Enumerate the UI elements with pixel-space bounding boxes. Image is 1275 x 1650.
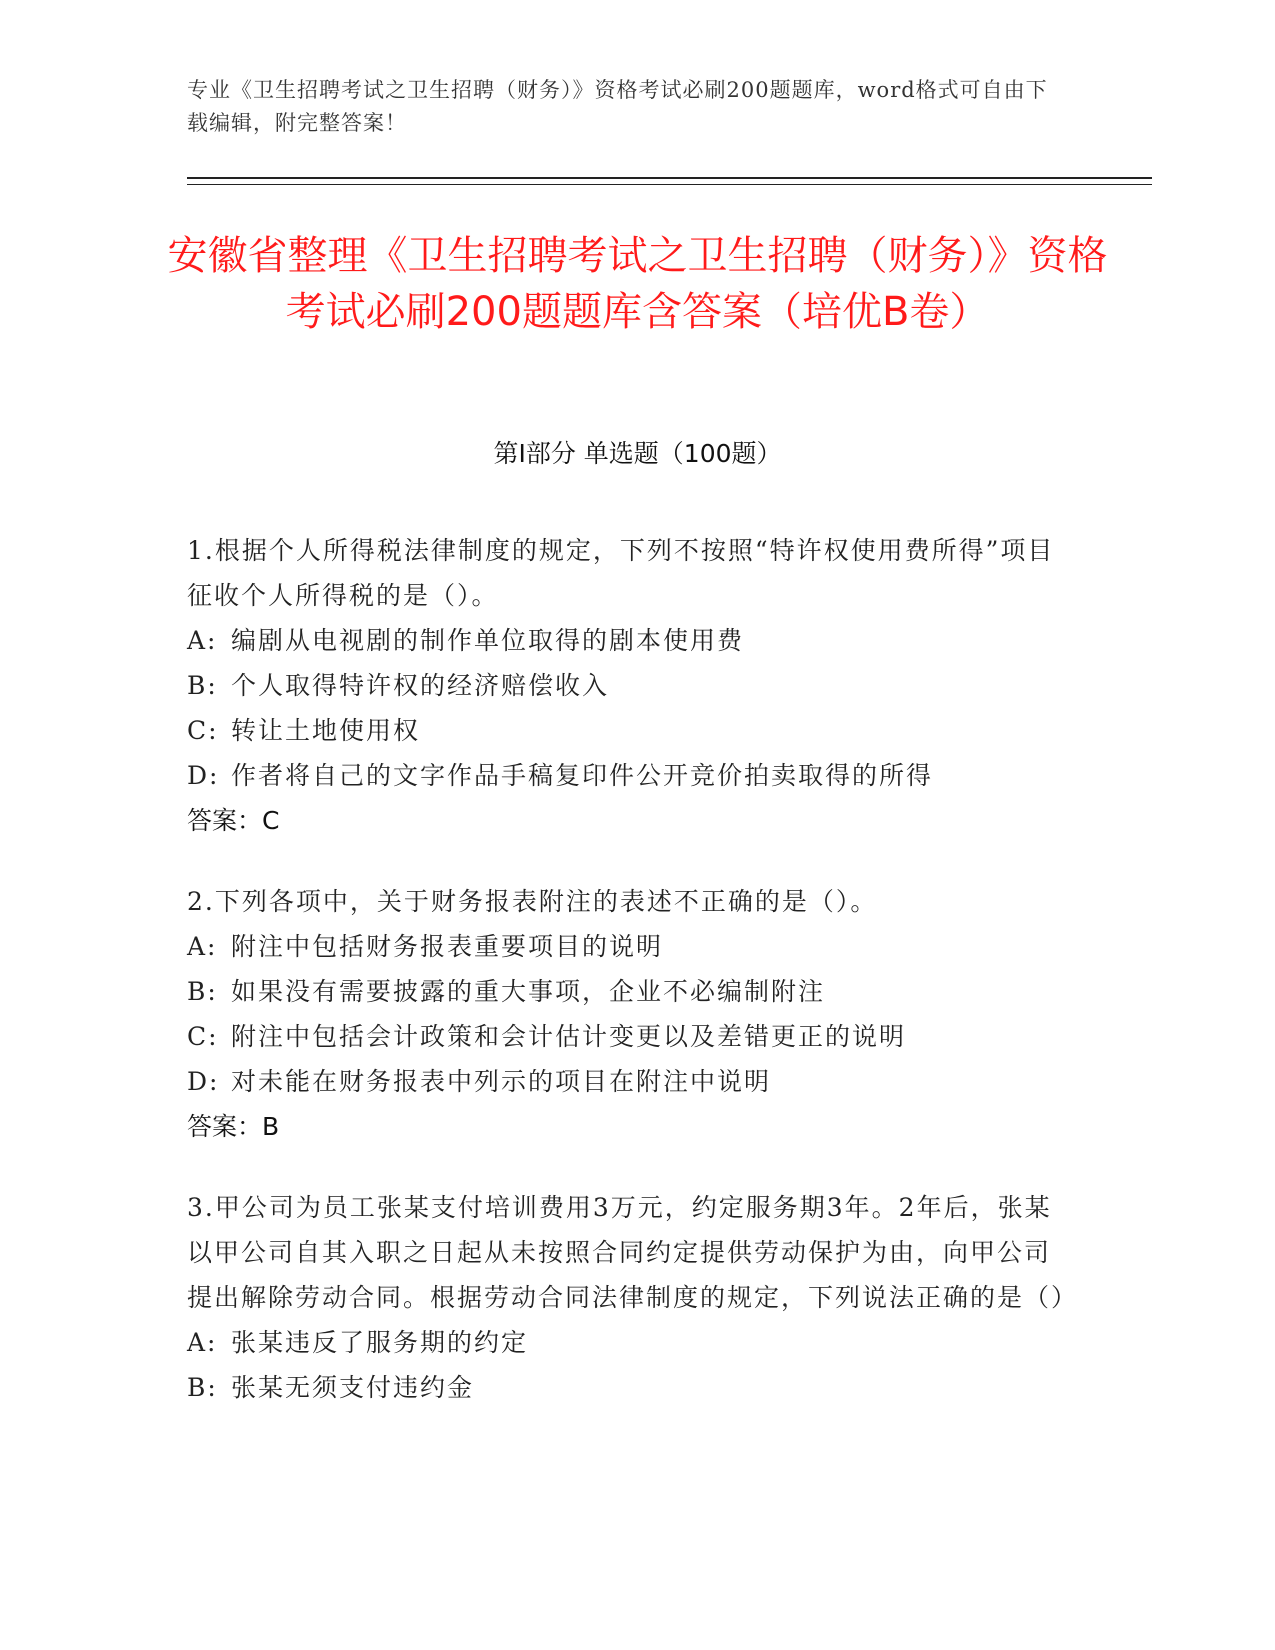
option-key: C: [187, 1022, 219, 1051]
question-stem: 3.甲公司为员工张某支付培训费用3万元，约定服务期3年。2年后，张某以甲公司自其入职之日起从未按照合同约定提供劳动保护为由，向甲公司提出解除劳动合同。根据劳动合同法律制度的规定，下列说法正确的是（） [187, 1193, 1079, 1312]
option-text: 张某无须支付违约金 [231, 1373, 475, 1402]
option-text: 附注中包括财务报表重要项目的说明 [231, 932, 664, 961]
option-text: 个人取得特许权的经济赔偿收入 [231, 671, 610, 700]
option-key: D: [187, 761, 220, 790]
option-a [187, 618, 1067, 663]
option-b [187, 969, 1067, 1014]
header-rule-thick [187, 177, 1152, 179]
option-text: 转让土地使用权 [231, 716, 421, 745]
header-note: 专业《卫生招聘考试之卫生招聘（财务）》资格考试必刷200题题库，word格式可自由下载编辑，附完整答案！ [187, 78, 1048, 135]
option-text: 张某违反了服务期的约定 [231, 1328, 529, 1357]
option-text: 作者将自己的文字作品手稿复印件公开竞价拍卖取得的所得 [231, 761, 934, 790]
option-key: A: [187, 626, 218, 655]
option-key: B: [187, 1373, 218, 1402]
option-d [187, 753, 1067, 798]
document-title: 安徽省整理《卫生招聘考试之卫生招聘（财务）》资格考试必刷200题题库含答案（培优B卷） [167, 233, 1108, 335]
option-b [187, 663, 1067, 708]
section-heading: 第I部分 单选题（100题） [493, 439, 782, 468]
option-c [187, 1014, 1067, 1059]
option-text: 附注中包括会计政策和会计估计变更以及差错更正的说明 [231, 1022, 907, 1051]
question-3 [187, 1185, 1079, 1410]
option-c [187, 708, 1067, 753]
option-a [187, 1320, 1067, 1365]
answer-line: 答案：C [187, 806, 280, 835]
question-list [187, 528, 1079, 1446]
option-key: C: [187, 716, 219, 745]
answer-line: 答案：B [187, 1112, 280, 1141]
option-key: B: [187, 671, 218, 700]
header-rule-thin [187, 184, 1152, 185]
question-stem: 1.根据个人所得税法律制度的规定，下列不按照“特许权使用费所得”项目征收个人所得税的是（）。 [187, 536, 1055, 610]
option-b [187, 1365, 1067, 1410]
option-text: 如果没有需要披露的重大事项，企业不必编制附注 [231, 977, 826, 1006]
option-key: A: [187, 932, 218, 961]
option-text: 对未能在财务报表中列示的项目在附注中说明 [231, 1067, 772, 1096]
question-2 [187, 879, 1067, 1149]
question-1 [187, 528, 1067, 843]
option-d [187, 1059, 1067, 1104]
option-a [187, 924, 1067, 969]
question-stem: 2.下列各项中，关于财务报表附注的表述不正确的是（）。 [187, 887, 878, 916]
option-key: D: [187, 1067, 220, 1096]
option-key: B: [187, 977, 218, 1006]
option-key: A: [187, 1328, 218, 1357]
option-text: 编剧从电视剧的制作单位取得的剧本使用费 [231, 626, 745, 655]
